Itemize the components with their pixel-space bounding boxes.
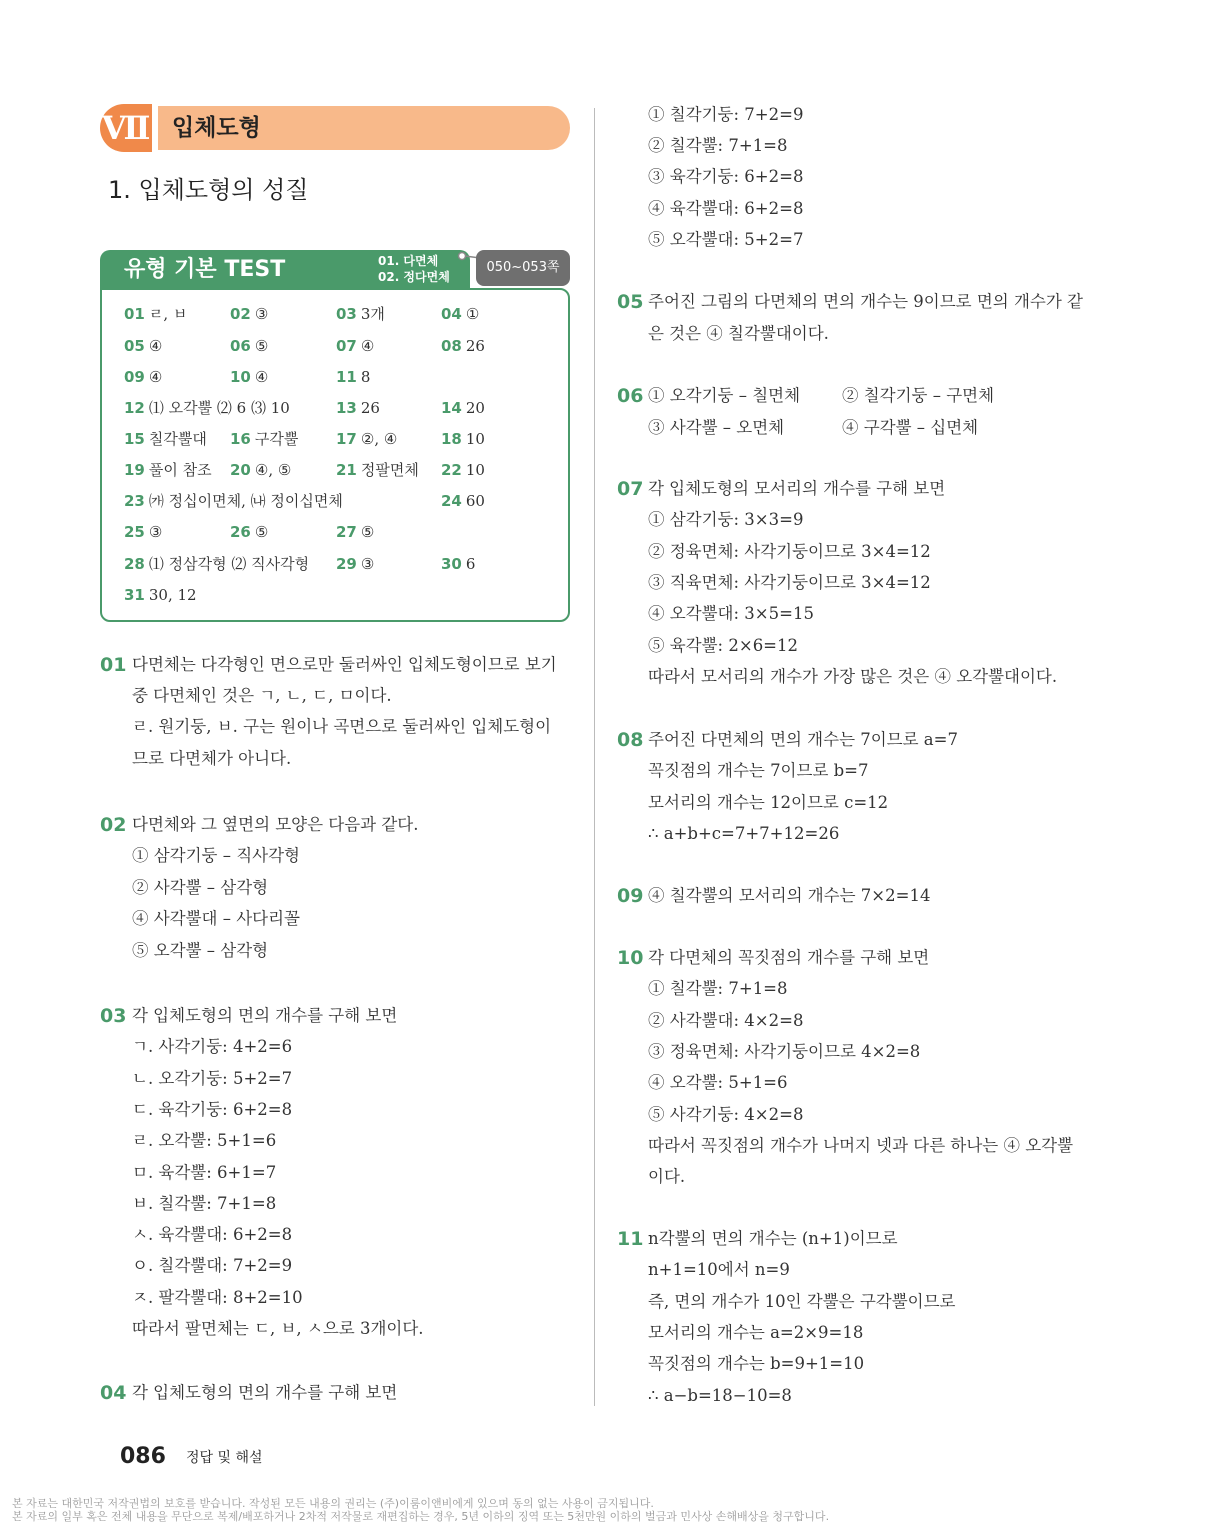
question-number: 06 — [617, 385, 644, 407]
q01-line: 다면체는 다각형인 면으로만 둘러싸인 입체도형이므로 보기 — [132, 655, 557, 674]
q06-line: ① 오각기둥 – 칠면체 — [648, 386, 801, 405]
q03-line: ㅇ. 칠각뿔대: 7+2=9 — [132, 1256, 293, 1276]
answer-value: 6 — [465, 555, 476, 573]
q11-line: 꼭짓점의 개수는 b=9+1=10 — [648, 1354, 865, 1374]
answer-number: 17 — [336, 430, 357, 448]
answer-item — [441, 491, 485, 511]
answer-value: ④ — [254, 368, 269, 386]
q02-line: ② 사각뿔 – 삼각형 — [132, 877, 269, 897]
answer-item — [441, 398, 485, 418]
q11-line: n각뿔의 면의 개수는 (n+1)이므로 — [648, 1229, 898, 1248]
q04cont-line: ② 칠각뿔: 7+1=8 — [648, 136, 788, 156]
answer-item — [124, 585, 197, 605]
answer-item — [124, 554, 309, 574]
answer-value: 8 — [360, 368, 371, 386]
q04cont-line: ⑤ 오각뿔대: 5+2=7 — [648, 229, 804, 249]
q08-line: 꼭짓점의 개수는 7이므로 b=7 — [648, 761, 869, 781]
answer-value: ⑤ — [254, 523, 269, 541]
answer-item — [336, 336, 374, 356]
answer-number: 18 — [441, 430, 462, 448]
q10-line: 각 다면체의 꼭짓점의 개수를 구해 보면 — [648, 948, 930, 967]
answer-number: 07 — [336, 337, 357, 355]
answer-number: 31 — [124, 586, 145, 604]
answer-item — [230, 460, 291, 480]
answer-value: ④ — [148, 337, 163, 355]
answer-item — [336, 398, 380, 418]
q01-line: 므로 다면체가 아니다. — [132, 748, 292, 768]
question-number: 11 — [617, 1228, 644, 1250]
question-number: 04 — [100, 1382, 127, 1404]
answer-value: ㈎ 정십이면체, ㈏ 정이십면체 — [148, 492, 343, 510]
column-divider — [594, 108, 595, 1406]
q03-line: ㅅ. 육각뿔대: 6+2=8 — [132, 1225, 293, 1245]
q10-line: ② 사각뿔대: 4×2=8 — [648, 1010, 804, 1030]
q02-line: ④ 사각뿔대 – 사다리꼴 — [132, 909, 300, 929]
answer-value: ⑤ — [254, 337, 269, 355]
answer-number: 30 — [441, 555, 462, 573]
question-number: 09 — [617, 885, 644, 907]
test-subtitle-2: 02. 정다면체 — [378, 270, 450, 284]
chapter-badge: Ⅶ — [100, 104, 152, 152]
question-number: 08 — [617, 729, 644, 751]
answer-value: ④ — [360, 337, 375, 355]
answer-number: 01 — [124, 305, 145, 323]
q11-line: n+1=10에서 n=9 — [648, 1260, 790, 1280]
answer-item — [230, 336, 268, 356]
footer-title: 정답 및 해설 — [186, 1450, 263, 1466]
answer-number: 03 — [336, 305, 357, 323]
answer-value: 구각뿔 — [254, 430, 299, 448]
q01-line: 중 다면체인 것은 ㄱ, ㄴ, ㄷ, ㅁ이다. — [132, 686, 392, 706]
answer-number: 13 — [336, 399, 357, 417]
answer-item — [124, 367, 162, 387]
answer-number: 08 — [441, 337, 462, 355]
answer-item — [230, 522, 268, 542]
answer-value: ④ — [148, 368, 163, 386]
q02-line: ⑤ 오각뿔 – 삼각형 — [132, 940, 269, 960]
answer-number: 25 — [124, 523, 145, 541]
q11-line: ∴ a−b=18−10=8 — [648, 1385, 792, 1405]
question-number: 10 — [617, 947, 644, 969]
answer-item — [336, 460, 419, 480]
answer-item — [124, 336, 162, 356]
answer-number: 14 — [441, 399, 462, 417]
answer-item — [230, 367, 268, 387]
q03-line: ㅈ. 팔각뿔대: 8+2=10 — [132, 1287, 303, 1307]
answer-item — [124, 429, 207, 449]
q01-line: ㄹ. 원기둥, ㅂ. 구는 원이나 곡면으로 둘러싸인 입체도형이 — [132, 717, 552, 737]
test-subtitle-1: 01. 다면체 — [378, 254, 439, 268]
answer-item — [124, 304, 187, 324]
chapter-title: 입체도형 — [172, 115, 261, 141]
answer-item — [230, 304, 268, 324]
q06-line: ② 칠각기둥 – 구면체 — [842, 386, 995, 405]
answer-item — [441, 460, 485, 480]
q10-line: 이다. — [648, 1167, 686, 1187]
q08-line: ∴ a+b+c=7+7+12=26 — [648, 823, 840, 843]
q07-line: ② 정육면체: 사각기둥이므로 3×4=12 — [648, 541, 931, 561]
q07-line: 따라서 모서리의 개수가 가장 많은 것은 ④ 오각뿔대이다. — [648, 666, 1058, 686]
answer-value: 60 — [465, 492, 485, 510]
q06-line: ④ 구각뿔 – 십면체 — [842, 417, 979, 437]
answer-item — [336, 367, 370, 387]
answer-value: ⑴ 정삼각형 ⑵ 직사각형 — [148, 555, 310, 573]
answer-number: 06 — [230, 337, 251, 355]
question-number: 02 — [100, 814, 127, 836]
answer-value: 26 — [360, 399, 380, 417]
answer-value: ⑴ 오각뿔 ⑵ 6 ⑶ 10 — [148, 399, 290, 417]
q10-line: ⑤ 사각기둥: 4×2=8 — [648, 1104, 804, 1124]
answer-value: 30, 12 — [148, 586, 197, 604]
question-number: 01 — [100, 654, 127, 676]
answer-item — [124, 460, 212, 480]
q07-line: ③ 직육면체: 사각기둥이므로 3×4=12 — [648, 572, 931, 592]
q03-line: ㄷ. 육각기둥: 6+2=8 — [132, 1099, 293, 1119]
q03-line: 따라서 팔면체는 ㄷ, ㅂ, ㅅ으로 3개이다. — [132, 1319, 424, 1338]
q10-line: ③ 정육면체: 사각기둥이므로 4×2=8 — [648, 1041, 921, 1061]
answer-value: ① — [465, 305, 480, 323]
q02-line: 다면체와 그 옆면의 모양은 다음과 같다. — [132, 815, 419, 834]
q04cont-line: ③ 육각기둥: 6+2=8 — [648, 167, 804, 187]
q03-line: ㄴ. 오각기둥: 5+2=7 — [132, 1068, 293, 1088]
answer-value: ③ — [148, 523, 163, 541]
answer-number: 02 — [230, 305, 251, 323]
answer-value: 정팔면체 — [360, 461, 419, 479]
copyright-line-1: 본 자료는 대한민국 저작권법의 보호를 받습니다. 작성된 모든 내용의 권리는 (주)이룸이앤비에게 있으며 동의 없는 사용이 금지됩니다. — [12, 1497, 654, 1510]
answer-number: 12 — [124, 399, 145, 417]
q11-line: 모서리의 개수는 a=2×9=18 — [648, 1322, 864, 1342]
answer-value: ㄹ, ㅂ — [148, 305, 188, 323]
answer-number: 26 — [230, 523, 251, 541]
section-title: 1. 입체도형의 성질 — [108, 176, 309, 204]
answer-number: 05 — [124, 337, 145, 355]
answer-value: 칠각뿔대 — [148, 430, 207, 448]
answer-number: 10 — [230, 368, 251, 386]
q05-line: 주어진 그림의 다면체의 면의 개수는 9이므로 면의 개수가 같 — [648, 292, 1083, 311]
q03-line: 각 입체도형의 면의 개수를 구해 보면 — [132, 1006, 398, 1025]
answer-number: 23 — [124, 492, 145, 510]
page-number: 086 — [120, 1444, 166, 1469]
answer-number: 04 — [441, 305, 462, 323]
q11-line: 즉, 면의 개수가 10인 각뿔은 구각뿔이므로 — [648, 1291, 956, 1311]
q08-line: 모서리의 개수는 12이므로 c=12 — [648, 792, 889, 812]
q04cont-line: ① 칠각기둥: 7+2=9 — [648, 105, 804, 124]
answer-value: ③ — [360, 555, 375, 573]
answer-number: 22 — [441, 461, 462, 479]
answer-item — [336, 554, 374, 574]
q08-line: 주어진 다면체의 면의 개수는 7이므로 a=7 — [648, 730, 958, 749]
q07-line: ④ 오각뿔대: 3×5=15 — [648, 604, 814, 624]
q09-line: ④ 칠각뿔의 모서리의 개수는 7×2=14 — [648, 886, 931, 905]
answer-number: 21 — [336, 461, 357, 479]
answer-value: ④, ⑤ — [254, 461, 292, 479]
answer-value: 3개 — [360, 305, 385, 323]
answer-value: ③ — [254, 305, 269, 323]
answer-item — [336, 522, 374, 542]
copyright-line-2: 본 자료의 일부 혹은 전체 내용을 무단으로 복제/배포하거나 2차적 저작물로 재편집하는 경우, 5년 이하의 징역 또는 5천만원 이하의 벌금과 민사상 손해배상을 청구합니다. — [12, 1510, 830, 1523]
answer-item — [336, 304, 385, 324]
q04cont-line: ④ 육각뿔대: 6+2=8 — [648, 198, 804, 218]
answer-item — [124, 522, 162, 542]
answer-value: ⑤ — [360, 523, 375, 541]
q03-line: ㅁ. 육각뿔: 6+1=7 — [132, 1162, 277, 1182]
answer-number: 28 — [124, 555, 145, 573]
q03-line: ㅂ. 칠각뿔: 7+1=8 — [132, 1193, 277, 1213]
answer-value: 26 — [465, 337, 485, 355]
q07-line: 각 입체도형의 모서리의 개수를 구해 보면 — [648, 479, 946, 498]
q10-line: 따라서 꼭짓점의 개수가 나머지 넷과 다른 하나는 ④ 오각뿔 — [648, 1135, 1074, 1155]
answer-number: 09 — [124, 368, 145, 386]
q10-line: ① 칠각뿔: 7+1=8 — [648, 979, 788, 999]
answer-item — [124, 398, 290, 418]
q02-line: ① 삼각기둥 – 직사각형 — [132, 846, 300, 866]
answer-value: 풀이 참조 — [148, 461, 212, 479]
answer-item — [441, 304, 479, 324]
answer-number: 15 — [124, 430, 145, 448]
q04-line: 각 입체도형의 면의 개수를 구해 보면 — [132, 1383, 398, 1402]
answer-value: 20 — [465, 399, 485, 417]
answer-number: 20 — [230, 461, 251, 479]
answer-item — [441, 554, 475, 574]
question-number: 05 — [617, 291, 644, 313]
q07-line: ⑤ 육각뿔: 2×6=12 — [648, 635, 799, 655]
page-reference-badge: 050~053쪽 — [476, 250, 570, 286]
answer-number: 24 — [441, 492, 462, 510]
answer-number: 16 — [230, 430, 251, 448]
q05-line: 은 것은 ④ 칠각뿔대이다. — [648, 323, 829, 343]
answer-value: ②, ④ — [360, 430, 398, 448]
q03-line: ㄹ. 오각뿔: 5+1=6 — [132, 1131, 277, 1151]
q03-line: ㄱ. 사각기둥: 4+2=6 — [132, 1037, 293, 1057]
question-number: 07 — [617, 478, 644, 500]
answer-item — [124, 491, 343, 511]
answer-item — [336, 429, 397, 449]
question-number: 03 — [100, 1005, 127, 1027]
answer-value: 10 — [465, 430, 485, 448]
answer-item — [441, 336, 485, 356]
answer-number: 27 — [336, 523, 357, 541]
q06-line: ③ 사각뿔 – 오면체 — [648, 417, 785, 437]
answer-item — [441, 429, 485, 449]
answer-value: 10 — [465, 461, 485, 479]
test-title: 유형 기본 TEST — [124, 257, 286, 282]
q07-line: ① 삼각기둥: 3×3=9 — [648, 510, 804, 530]
answer-number: 11 — [336, 368, 357, 386]
answer-number: 29 — [336, 555, 357, 573]
answer-number: 19 — [124, 461, 145, 479]
q10-line: ④ 오각뿔: 5+1=6 — [648, 1073, 788, 1093]
answer-item — [230, 429, 298, 449]
